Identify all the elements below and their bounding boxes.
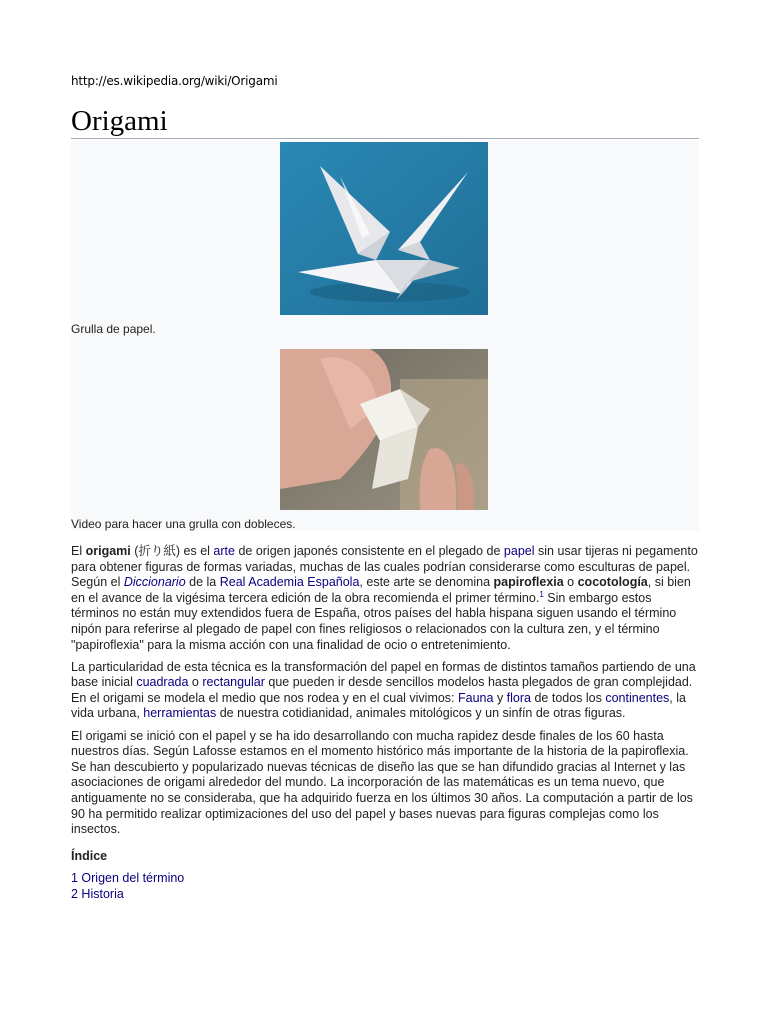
reference-link[interactable]: 1 <box>539 589 544 599</box>
link-diccionario[interactable] <box>124 575 186 589</box>
term-cocotologia: cocotología <box>577 575 648 590</box>
link-arte[interactable]: arte <box>213 544 235 558</box>
text: de todos los <box>531 690 606 705</box>
video-caption: Video para hacer una grulla con dobleces. <box>71 517 296 531</box>
link-continentes[interactable]: continentes <box>605 690 670 705</box>
link-herramientas[interactable]: herramientas <box>143 706 217 721</box>
text: , si bien en el avance de la vigésima tercera edición de la obra recomienda el primer término. <box>71 575 691 605</box>
link-cuadrada[interactable]: cuadrada <box>136 675 189 690</box>
text: o <box>188 675 203 690</box>
crane-caption: Grulla de papel. <box>71 322 156 336</box>
link-flora[interactable]: flora <box>506 690 531 705</box>
text: que pueden ir desde sencillos modelos hasta plegados de gran complejidad. En el origami se modela el medio que nos rodea y en el cual vivimos: <box>71 675 693 705</box>
image-gallery <box>71 141 699 531</box>
paper-crane-image[interactable] <box>280 142 488 315</box>
link-papel[interactable]: papel <box>503 544 535 558</box>
text: de origen japonés consistente en el plegado de <box>234 544 504 558</box>
page-url: http://es.wikipedia.org/wiki/Origami <box>71 74 278 88</box>
text: Sin embargo estos términos no están muy extendidos fuera de España, otros países del habla hispana siguen usando el término nipón para referirse al plegado de papel con fines religiosos o relacionados con la cultura zen, y el término "papiroflexia" para la misma acción con una finalidad de ocio o entretenimiento. <box>71 590 677 652</box>
text: El <box>71 544 86 558</box>
kanji-origami: 折り紙 <box>138 544 176 558</box>
text: La particularidad de esta técnica es la transformación del papel en formas de distintos tamaños partiendo de una base inicial <box>71 659 696 690</box>
text: , este arte se denomina <box>359 575 494 590</box>
text: de nuestra cotidianidad, animales mitológicos y un sinfín de otras figuras. <box>216 706 626 721</box>
link-diccionario-label: Diccionario <box>123 575 186 590</box>
paragraph-technique <box>71 660 701 722</box>
text: ( <box>130 544 139 558</box>
toc-item-origen[interactable]: 1 Origen del término <box>71 871 185 886</box>
text: sin usar tijeras ni pegamento para obtener figuras de formas variadas, muchas de las cuales podrían considerarse como esculturas de papel. Según el <box>71 544 698 590</box>
term-origami: origami <box>85 544 131 558</box>
link-real-academia[interactable]: Real Academia Española <box>219 575 360 590</box>
text: de la <box>185 575 220 590</box>
toc-title: Índice <box>71 848 108 863</box>
paragraph-history-summary: El origami se inició con el papel y se ha ido desarrollando con mucha rapidez desde finales de los 60 hasta nuestros días. Según Lafosse estamos en el momento histórico más importante de la historia de la papiroflexia. Se han descubierto y popularizado nuevas técnicas de diseño las que se han difundido gracias al Internet y las asociaciones de origami alrededor del mundo. La incorporación de las matemáticas es un tema nuevo, que antiguamente no se consideraba, que ha adquirido fuerza en los últimos 30 años. La computación a partir de los 90 ha permitido realizar optimizaciones del uso del papel y bases nuevas para figuras complejas como los insectos. <box>71 728 693 837</box>
text: , la vida urbana, <box>71 690 686 721</box>
page-title: Origami <box>71 104 699 139</box>
term-papiroflexia: papiroflexia <box>493 575 564 590</box>
paragraph-intro <box>71 544 701 653</box>
link-fauna[interactable]: Fauna <box>458 690 494 705</box>
video-thumbnail[interactable] <box>280 349 488 510</box>
text: y <box>493 690 507 705</box>
text: o <box>563 575 578 590</box>
article-body <box>71 544 701 902</box>
toc-item-historia[interactable]: 2 Historia <box>71 886 124 901</box>
link-rectangular[interactable]: rectangular <box>202 675 265 690</box>
text: ) es el <box>175 544 214 558</box>
